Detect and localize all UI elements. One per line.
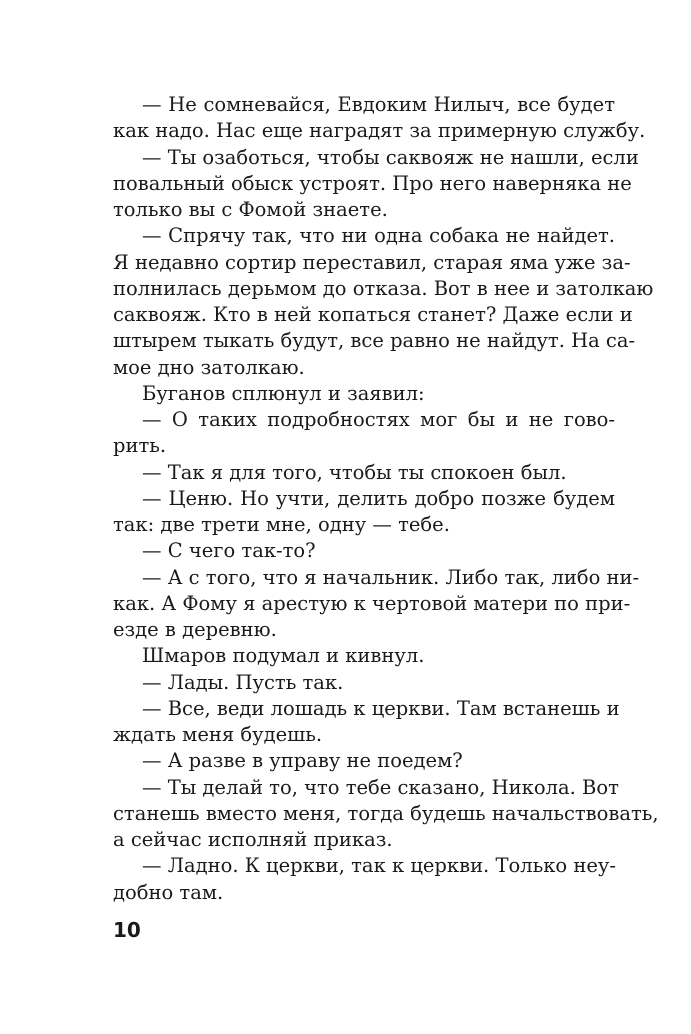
text-line: добно там. [113,880,224,904]
body-text [113,92,659,906]
text-line: — А разве в управу не поедем? [142,749,463,773]
text-line: — А с того, что я начальник. Либо так, либо ни- [142,565,640,589]
text-line: мое дно затолкаю. [113,355,305,379]
text-line: — Ценю. Но учти, делить добро позже будем [142,486,615,510]
text-line: повальный обыск устроят. Про него наверняка не [113,171,632,195]
text-line: — Так я для того, чтобы ты спокоен был. [142,460,567,484]
text-line: — Ладно. К церкви, так к церкви. Только неу- [142,854,616,878]
text-line: Буганов сплюнул и заявил: [142,381,425,405]
text-line: — Спрячу так, что ни одна собака не найдет. [142,224,615,248]
text-line: ждать меня будешь. [113,723,323,746]
text-line: Шмаров подумал и кивнул. [142,644,425,668]
text-line: — Не сомневайся, Евдоким Нилыч, все будет [142,93,615,116]
text-line: — О таких подробностях мог бы и не гово- [142,408,615,431]
text-line: штырем тыкать будут, все равно не найдут. На са- [113,329,636,353]
text-line: саквояж. Кто в ней копаться станет? Даже если и [113,303,633,326]
text-line: Я недавно сортир переставил, старая яма уже за- [113,250,631,274]
text-line: как надо. Нас еще наградят за примерную службу. [113,119,646,143]
page-number: 10 [113,918,141,942]
text-line: только вы с Фомой знаете. [113,198,388,221]
text-line: полнилась дерьмом до отказа. Вот в нее и затолкаю [113,276,654,300]
text-line: станешь вместо меня, тогда будешь начальствовать, [113,801,659,825]
text-line: а сейчас исполняй приказ. [113,828,393,851]
text-line: — С чего так-то? [142,539,316,563]
text-line: — Ты озаботься, чтобы саквояж не нашли, если [142,145,639,169]
text-line: — Все, веди лошадь к церкви. Там встанешь и [142,696,620,720]
text-line: езде в деревню. [113,618,277,641]
text-line: рить. [113,434,167,458]
text-line: — Лады. Пусть так. [142,670,344,694]
text-line: — Ты делай то, что тебе сказано, Никола. Вот [142,775,619,799]
text-line: как. А Фому я арестую к чертовой матери по при- [113,591,631,615]
text-line: так: две трети мне, одну — тебе. [113,513,450,536]
